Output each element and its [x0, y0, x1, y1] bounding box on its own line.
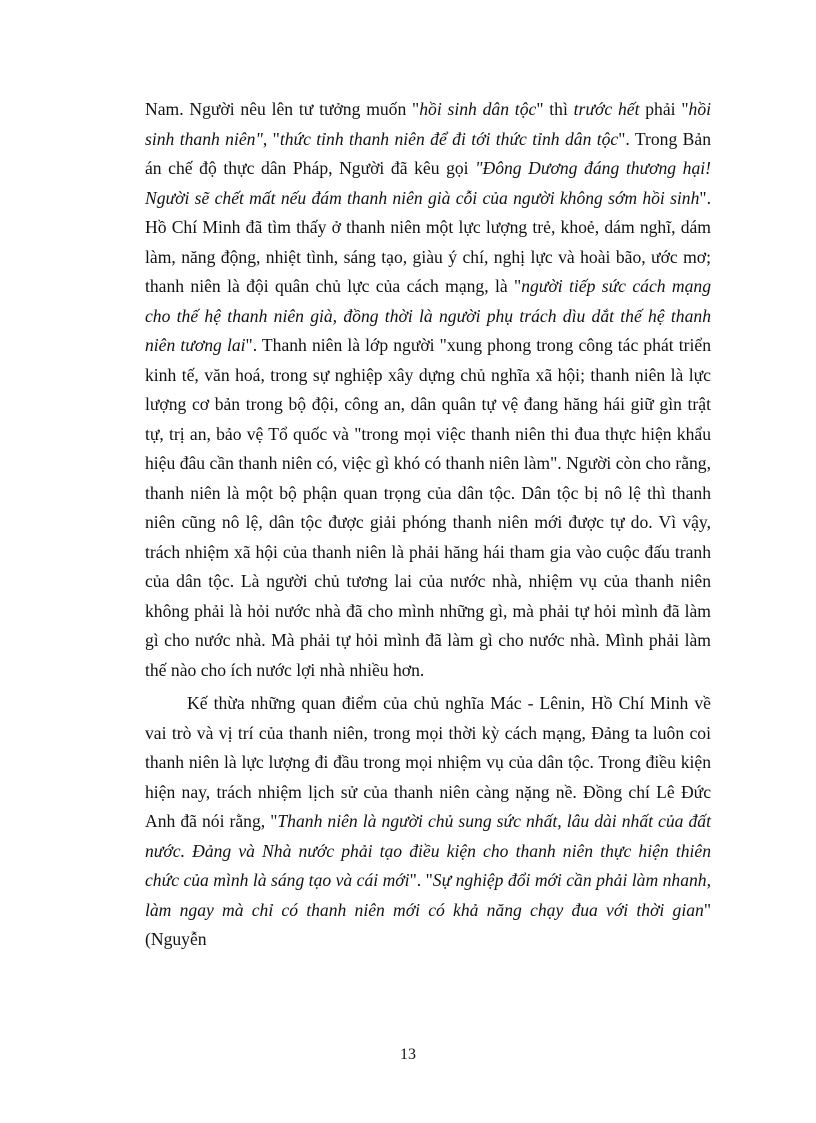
text-run: phải " [639, 99, 689, 119]
paragraph-2 [145, 689, 711, 955]
italic-run: trước hết [573, 99, 640, 119]
italic-run: hồi sinh thanh niên" [145, 99, 711, 149]
text-run: ". " [409, 870, 433, 890]
body-text [145, 95, 711, 955]
italic-run: Thanh niên là người chủ sung sức nhất, lâu dài nhất của đất nước. Đảng và Nhà nước phải tạo điều kiện cho thanh niên thực hiện thiên chức của mình là sáng tạo và cái mới [145, 811, 711, 890]
text-run: , " [262, 128, 280, 149]
italic-run: người tiếp sức cách mạng cho thế hệ thanh niên già, đồng thời là người phụ trách dìu dắt thế hệ thanh niên tương lai [145, 276, 711, 355]
text-run: Nam. Người nêu lên tư tưởng muốn " [145, 99, 420, 119]
text-run: Kế thừa những quan điểm của chủ nghĩa Mác - Lênin, Hồ Chí Minh về vai trò và vị trí của thanh niên, trong mọi thời kỳ cách mạng, Đảng ta luôn coi thanh niên là lực lượng đi đầu trong mọi nhiệm vụ của dân tộc. Trong điều kiện hiện nay, trách nhiệm lịch sử của thanh niên càng nặng nề. Đồng chí Lê Đức Anh đã nói rằng, " [145, 693, 711, 831]
italic-run: thức tỉnh thanh niên để đi tới thức tỉnh dân tộc [279, 128, 619, 149]
paragraph-1 [145, 95, 711, 685]
text-run: ". Hồ Chí Minh đã tìm thấy ở thanh niên một lực lượng trẻ, khoẻ, dám nghĩ, dám làm, năng động, nhiệt tình, sáng tạo, giàu ý chí, nghị lực và hoài bão, ước mơ; thanh niên là đội quân chủ lực của cách mạng, là " [145, 187, 711, 296]
page-number: 13 [400, 1046, 416, 1063]
italic-run: Sự nghiệp đổi mới cần phải làm nhanh, làm ngay mà chỉ có thanh niên mới có khả năng chạy đua với thời gian [145, 870, 711, 920]
italic-run: hồi sinh dân tộc [419, 99, 537, 119]
text-run: " thì [536, 99, 574, 119]
text-run: ". Thanh niên là lớp người "xung phong trong công tác phát triển kinh tế, văn hoá, trong sự nghiệp xây dựng chủ nghĩa xã hội; thanh niên là lực lượng cơ bản trong bộ đội, công an, dân quân tự vệ đang hăng hái giữ gìn trật tự, trị an, bảo vệ Tổ quốc và "trong mọi việc thanh niên thi đua thực hiện khẩu hiệu đâu cần thanh niên có, việc gì khó có thanh niên làm". Người còn cho rằng, thanh niên là một bộ phận quan trọng của dân tộc. Dân tộc bị nô lệ thì thanh niên cũng nô lệ, dân tộc được giải phóng thanh niên mới được tự do. Vì vậy, trách nhiệm xã hội của thanh niên là phải hăng hái tham gia vào cuộc đấu tranh của dân tộc. Là người chủ tương lai của nước nhà, nhiệm vụ của thanh niên không phải là hỏi nước nhà đã cho mình những gì, mà phải tự hỏi mình đã làm gì cho nước nhà. Mà phải tự hỏi mình đã làm gì cho nước nhà. Mình phải làm thế nào cho ích nước lợi nhà nhiều hơn. [145, 335, 711, 680]
text-run: ". Trong Bản án chế độ thực dân Pháp, Người đã kêu gọi [145, 128, 711, 178]
italic-run: "Đông Dương đáng thương hại! Người sẽ chết mất nếu đám thanh niên già cỗi của người không sớm hồi sinh [145, 158, 711, 208]
text-run: " (Nguyễn [145, 899, 711, 949]
